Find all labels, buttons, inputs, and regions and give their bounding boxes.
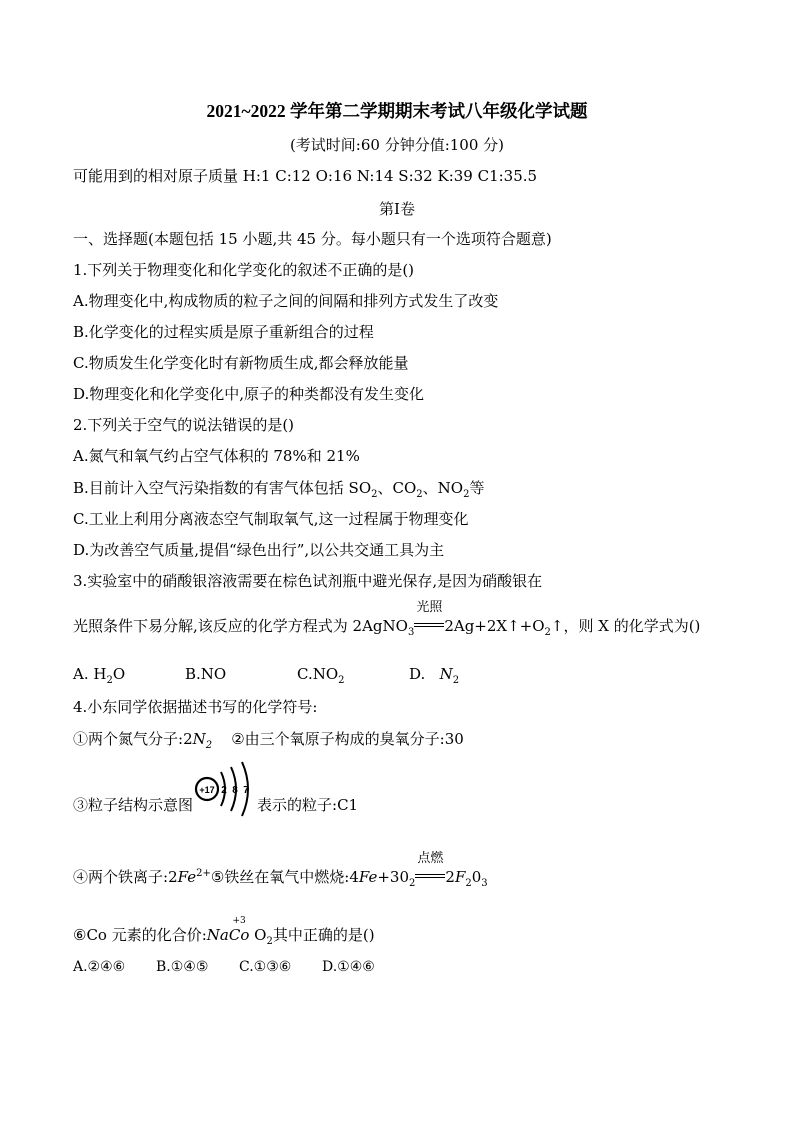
q3-options	[73, 664, 459, 684]
q1-option-c: C.物质发生化学变化时有新物质生成,都会释放能量	[73, 354, 409, 372]
q3-option-b: B.NO	[185, 665, 227, 683]
q3-option-d: D. $N_2$	[409, 665, 460, 686]
q1-option-d: D.物理变化和化学变化中,原子的种类都没有发生变化	[73, 385, 425, 403]
shell-count-1: 2	[221, 785, 227, 796]
q1-stem: 1.下列关于物理变化和化学变化的叙述不正确的是()	[73, 261, 415, 279]
q4-items-1-2: ①两个氮气分子$:2N_2$ ②由三个氧原子构成的臭氧分子:30	[73, 730, 464, 751]
q2-stem: 2.下列关于空气的说法错误的是()	[73, 416, 295, 434]
q4-item-3: ③粒子结构示意图 +17 2 8 7 表示的粒子:C1	[73, 790, 358, 822]
q1-option-a: A.物理变化中,构成物质的粒子之间的间隔和排列方式发生了改变	[73, 292, 499, 310]
q3-stem-line1: 3.实验室中的硝酸银溶液需要在棕色试剂瓶中避光保存,是因为硝酸银在	[73, 572, 543, 590]
q4-option-a: A.②④⑥	[73, 959, 126, 975]
q4-item-6: ⑥Co 元素的化合价:Na +3 Co $O_2$其中正确的是()	[73, 916, 375, 947]
q3-option-a: A. $H_2O$	[73, 665, 126, 686]
co-valence: +3 Co	[228, 916, 250, 944]
q2-option-b: B.目前计入空气污染指数的有害气体包括 $SO_2$、$CO_2$、$NO_2$等	[73, 479, 485, 500]
q1-option-b: B.化学变化的过程实质是原子重新组合的过程	[73, 323, 374, 341]
atom-structure-diagram	[193, 760, 257, 818]
shell-count-3: 7	[243, 785, 249, 796]
q4-option-b: B.①④⑤	[156, 959, 209, 975]
q3-option-c: $C.NO_2$	[297, 665, 345, 686]
q4-items-4-5: ④两个铁离子$:2Fe^{2+}⑤$铁丝在氧气中燃烧$:4Fe+30_2$ 点燃 $2F_20_3$	[73, 851, 488, 889]
exam-title: 2021~2022 学年第二学期期末考试八年级化学试题	[206, 101, 588, 121]
q4-option-d: D.①④⑥	[322, 959, 375, 975]
burning-arrow: 点燃	[415, 867, 445, 887]
q2-option-d: D.为改善空气质量,提倡“绿色出行”,以公共交通工具为主	[73, 541, 445, 559]
q4-option-c: C.①③⑥	[239, 959, 292, 975]
atomic-mass-line: 可能用到的相对原子质量 H:1 C:12 O:16 N:14 S:32 K:39 C1:35.5	[73, 167, 538, 185]
nucleus-charge: +17	[199, 785, 215, 795]
q2-option-c: C.工业上利用分离液态空气制取氧气,这一过程属于物理变化	[73, 510, 469, 528]
q2-option-a: A.氮气和氧气约占空气体积的 78%和 21%	[73, 447, 360, 465]
reaction-arrow: 光照	[414, 616, 444, 636]
exam-info: (考试时间:60 分钟分值:100 分)	[289, 136, 505, 154]
shell-count-2: 8	[232, 785, 238, 796]
q3-stem-line2: 光照条件下易分解,该反应的化学方程式为 2AgNO$_3$ 光照 $2Ag+2X↑+O_2↑$，则 X 的化学式为()	[73, 600, 701, 638]
q4-options	[73, 957, 375, 977]
volume-label: 第Ⅰ卷	[379, 200, 415, 218]
section-heading: 一、选择题(本题包括 15 小题,共 45 分。每小题只有一个选项符合题意)	[73, 230, 552, 248]
q4-stem: 4.小东同学依据描述书写的化学符号:	[73, 698, 318, 716]
